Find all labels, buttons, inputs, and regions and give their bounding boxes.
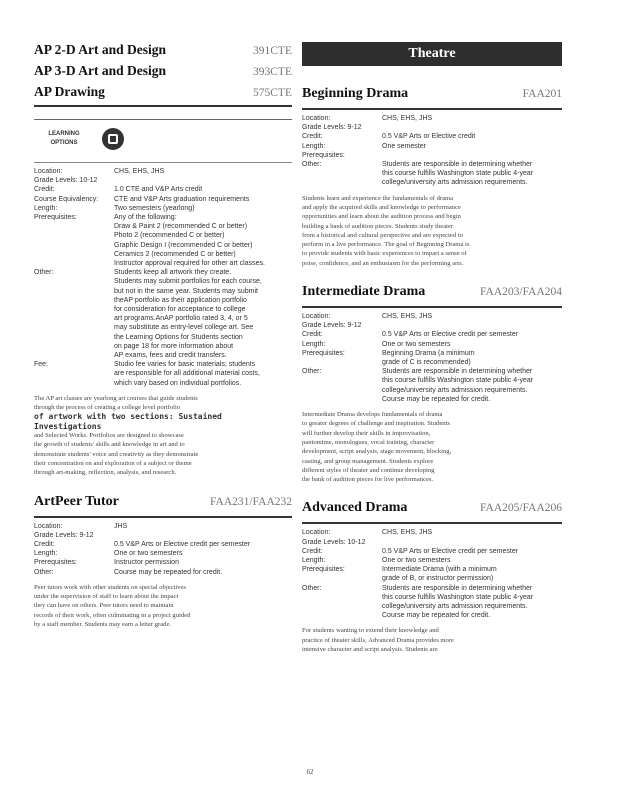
- detail-label: Prerequisites:: [302, 151, 345, 159]
- detail-row: [34, 333, 292, 342]
- detail-row: [302, 593, 562, 602]
- detail-row: [34, 522, 292, 531]
- course-title: AP Drawing: [34, 84, 105, 99]
- course-title: ArtPeer Tutor: [34, 493, 119, 509]
- desc-line: their concentration on and exploration of a subject or theme: [34, 459, 192, 467]
- detail-value: grade of C is recommended): [382, 359, 471, 367]
- detail-label: Location:: [34, 522, 63, 530]
- detail-label: [34, 305, 114, 314]
- detail-value: [114, 531, 292, 540]
- desc-line: records of their work, often culminating in a project guided: [34, 611, 191, 619]
- detail-value: Beginning Drama (a minimum: [382, 349, 475, 357]
- detail-row: [302, 547, 562, 556]
- detail-label: Grade Levels: 10-12: [34, 177, 98, 185]
- detail-row: [34, 167, 292, 176]
- detail-label: Other:: [302, 584, 322, 592]
- desc-line: will further develop their skills in improvisation,: [302, 429, 431, 437]
- ap-details-list: [34, 167, 292, 388]
- detail-value: the Learning Options for Students section: [114, 333, 243, 341]
- detail-row: [302, 340, 562, 349]
- detail-value: One or two semesters: [382, 340, 451, 348]
- detail-row: [302, 151, 562, 160]
- detail-label: Course Equivalency:: [34, 195, 99, 203]
- detail-row: [302, 367, 562, 376]
- detail-value: [382, 123, 562, 132]
- detail-row: [34, 549, 292, 558]
- detail-row: [302, 358, 562, 367]
- detail-label: [34, 231, 114, 240]
- intermediate-description: [302, 410, 562, 484]
- detail-row: [302, 142, 562, 151]
- detail-label: [34, 351, 114, 360]
- detail-row: [34, 259, 292, 268]
- detail-row: [34, 558, 292, 567]
- detail-row: [34, 369, 292, 378]
- detail-value: art programs.AnAP portfolio rated 3, 4, or 5: [114, 315, 248, 323]
- learning-options-label: [44, 130, 84, 148]
- course-title: AP 2-D Art and Design: [34, 42, 167, 57]
- course-code: FAA203/FAA204: [480, 286, 562, 298]
- detail-row: [34, 314, 292, 323]
- divider: [34, 162, 292, 163]
- detail-value: Course may be repeated for credit.: [382, 612, 491, 620]
- detail-row: [34, 379, 292, 388]
- detail-label: [302, 386, 382, 395]
- detail-row: [34, 305, 292, 314]
- desc-line: practice of theater skills, Advanced Drama provides more: [302, 636, 454, 644]
- detail-label: Length:: [302, 142, 326, 150]
- detail-row: [34, 540, 292, 549]
- desc-line: of artwork with two sections: Sustained Investigations: [34, 412, 222, 431]
- detail-row: [34, 204, 292, 213]
- detail-label: [34, 250, 114, 259]
- detail-row: [34, 222, 292, 231]
- detail-label: Prerequisites:: [34, 559, 77, 567]
- detail-row: [34, 268, 292, 277]
- detail-label: Length:: [34, 550, 58, 558]
- beginning-description: [302, 194, 562, 268]
- desc-line: casting, and group management. Students explore: [302, 457, 434, 465]
- detail-value: One semester: [382, 142, 426, 150]
- detail-value: Any of the following:: [114, 214, 177, 222]
- detail-value: which vary based on individual portfolios.: [114, 379, 242, 387]
- detail-label: [34, 369, 114, 378]
- course-title: Beginning Drama: [302, 86, 409, 101]
- detail-label: Length:: [302, 557, 326, 565]
- detail-label: Location:: [302, 313, 331, 320]
- desc-line: For students wanting to extend their knowledge and: [302, 627, 439, 635]
- detail-value: may substitute as entry-level college art. See: [114, 324, 254, 332]
- detail-value: [382, 151, 562, 160]
- detail-label: [34, 259, 114, 268]
- detail-label: Credit:: [302, 133, 323, 141]
- detail-row: [34, 277, 292, 286]
- advanced-details-list: [302, 528, 562, 620]
- desc-line: pantomime, monologues, vocal training, character: [302, 438, 435, 446]
- detail-value: college/university arts admission requirements.: [382, 179, 528, 187]
- desc-line: poise, confidence, and an enthusiasm for the performing arts.: [302, 259, 464, 267]
- detail-label: [302, 169, 382, 178]
- detail-label: [34, 323, 114, 332]
- detail-label: [302, 358, 382, 367]
- detail-label: Grade Levels: 9-12: [302, 124, 362, 132]
- artpeer-description: [34, 583, 292, 629]
- detail-value: Students are responsible in determining whether: [382, 368, 533, 376]
- detail-row: [34, 185, 292, 194]
- detail-row: [34, 231, 292, 240]
- detail-row: [34, 568, 292, 577]
- detail-label: [302, 376, 382, 385]
- detail-value: Instructor permission: [114, 559, 179, 567]
- detail-row: [34, 176, 292, 185]
- detail-label: Length:: [34, 204, 58, 212]
- detail-value: are responsible for all additional material costs,: [114, 370, 260, 378]
- detail-row: [302, 538, 562, 547]
- detail-label: [34, 222, 114, 231]
- detail-row: [302, 584, 562, 593]
- course-code: 393CTE: [253, 66, 292, 78]
- detail-value: Draw & Paint 2 (recommended C or better): [114, 223, 248, 231]
- detail-label: Other:: [302, 368, 322, 376]
- detail-value: 0.5 V&P Arts or Elective credit per semester: [114, 540, 251, 548]
- detail-label: [302, 611, 382, 620]
- desc-line: Intermediate Drama develops fundamentals of drama: [302, 411, 443, 419]
- detail-row: [302, 132, 562, 141]
- theatre-header: Theatre: [302, 42, 562, 66]
- detail-label: Fee:: [34, 361, 49, 369]
- detail-label: Location:: [302, 529, 331, 537]
- detail-label: Length:: [302, 340, 326, 348]
- desc-line: intensive character and script analysis. Students are: [302, 646, 438, 654]
- detail-label: Prerequisites:: [302, 566, 345, 574]
- desc-line: demonstrate students' voice and creativity as they demonstrate: [34, 450, 199, 458]
- detail-label: [302, 178, 382, 187]
- ap-drawing-title-row: [34, 84, 292, 107]
- detail-row: [34, 360, 292, 369]
- detail-row: [302, 114, 562, 123]
- detail-value: One or two semesters: [114, 550, 183, 558]
- detail-label: Credit:: [302, 547, 323, 555]
- ap-logo-icon: [102, 128, 124, 150]
- ap-2d-title-row: [34, 42, 292, 63]
- detail-row: [34, 195, 292, 204]
- detail-row: [34, 531, 292, 540]
- detail-label: Other:: [302, 161, 322, 169]
- detail-value: but not in the same year. Students may submit: [114, 287, 258, 295]
- detail-value: Two semesters (yearlong): [114, 204, 195, 212]
- detail-row: [34, 323, 292, 332]
- detail-value: [382, 321, 562, 330]
- detail-row: [302, 386, 562, 395]
- detail-label: Grade Levels: 9-12: [302, 322, 362, 330]
- desc-line: the bank of audition pieces for live performances.: [302, 476, 434, 484]
- detail-value: [114, 176, 292, 185]
- artpeer-details-list: [34, 522, 292, 577]
- detail-label: [34, 277, 114, 286]
- detail-value: college/university arts admission requirements.: [382, 603, 528, 611]
- detail-value: Course may be repeated for credit.: [114, 568, 223, 576]
- detail-label: [34, 342, 114, 351]
- detail-value: Students are responsible in determining whether: [382, 161, 533, 169]
- detail-label: Prerequisites:: [34, 214, 77, 222]
- beginning-drama-title-row: [302, 86, 562, 110]
- course-code: 575CTE: [253, 87, 292, 99]
- course-title: Advanced Drama: [302, 500, 408, 516]
- detail-value: Instructor approval required for other art classes.: [114, 260, 265, 268]
- detail-value: [382, 538, 562, 547]
- detail-row: [302, 376, 562, 385]
- learning-label-line: OPTIONS: [50, 140, 78, 146]
- detail-label: [34, 314, 114, 323]
- detail-value: AP exams, fees and credit transfers.: [114, 352, 227, 360]
- detail-label: [34, 241, 114, 250]
- desc-line: The AP art classes are yearlong art courses that guide students: [34, 394, 198, 402]
- detail-value: Studio fee varies for basic materials; students: [114, 361, 256, 369]
- detail-label: Location:: [34, 168, 63, 175]
- detail-value: CHS, EHS, JHS: [382, 313, 433, 320]
- detail-row: [302, 528, 562, 537]
- detail-row: [302, 312, 562, 321]
- detail-value: JHS: [114, 522, 128, 530]
- detail-row: [302, 349, 562, 358]
- detail-value: CHS, EHS, JHS: [114, 168, 165, 175]
- detail-value: on page 18 for more information about: [114, 342, 234, 350]
- intermediate-drama-title-row: [302, 284, 562, 308]
- detail-row: [302, 565, 562, 574]
- right-column: [302, 42, 562, 654]
- desc-line: different styles of theater and continue developing: [302, 466, 435, 474]
- course-code: 391CTE: [253, 45, 292, 57]
- detail-row: [34, 351, 292, 360]
- detail-value: this course fulfills Washington state public 4-year: [382, 377, 534, 385]
- course-code: FAA205/FAA206: [480, 502, 562, 515]
- advanced-description: [302, 626, 562, 654]
- desc-line: to greater degrees of challenge and inspiration. Students: [302, 420, 450, 428]
- detail-value: 0.5 V&P Arts or Elective credit per semester: [382, 331, 519, 339]
- desc-line: Students learn and experience the fundamentals of drama: [302, 194, 454, 202]
- detail-label: Location:: [302, 115, 331, 122]
- detail-label: [302, 574, 382, 583]
- detail-value: CHS, EHS, JHS: [382, 115, 433, 122]
- desc-line: through art-making, reflection, analysis, and research.: [34, 469, 177, 477]
- detail-label: Credit:: [34, 186, 55, 194]
- detail-value: grade of B, or instructor permission): [382, 575, 494, 583]
- detail-value: 0.5 V&P Arts or Elective credit per semester: [382, 547, 519, 555]
- course-title: AP 3-D Art and Design: [34, 63, 167, 78]
- course-code: FAA231/FAA232: [210, 495, 292, 508]
- detail-value: this course fulfills Washington state public 4-year: [382, 170, 534, 178]
- beginning-details-list: [302, 114, 562, 188]
- intermediate-details-list: [302, 312, 562, 404]
- detail-row: [302, 321, 562, 330]
- left-column: [34, 42, 292, 629]
- detail-row: [302, 123, 562, 132]
- desc-line: development, script analysis, stage movement, blocking,: [302, 448, 452, 456]
- desc-line: the growth of students' skills and knowledge in art and to: [34, 441, 185, 449]
- detail-row: [34, 296, 292, 305]
- detail-label: Grade Levels: 9-12: [34, 531, 94, 539]
- detail-row: [302, 556, 562, 565]
- detail-value: Intermediate Drama (with a minimum: [382, 566, 497, 574]
- desc-line: by a staff member. Students may earn a letter grade.: [34, 620, 172, 628]
- detail-label: [34, 379, 114, 388]
- detail-row: [302, 574, 562, 583]
- detail-value: Course may be repeated for credit.: [382, 395, 491, 403]
- detail-value: college/university arts admission requirements.: [382, 386, 528, 394]
- detail-value: Ceramics 2 (recommended C or better): [114, 250, 236, 258]
- detail-row: [34, 287, 292, 296]
- desc-line: and apply the acquired skills and knowledge to performance: [302, 203, 461, 211]
- detail-value: 0.5 V&P Arts or Elective credit: [382, 133, 476, 141]
- detail-row: [34, 241, 292, 250]
- detail-label: Grade Levels: 10-12: [302, 538, 366, 546]
- detail-value: Students may submit portfolios for each course,: [114, 278, 262, 286]
- desc-line: under the supervision of staff to learn about the impact: [34, 593, 179, 601]
- ap-description: [34, 394, 292, 478]
- detail-row: [34, 250, 292, 259]
- detail-row: [34, 213, 292, 222]
- desc-line: and Selected Works. Portfolios are designed to showcase: [34, 432, 184, 440]
- page-number: 62: [306, 768, 314, 776]
- detail-label: [302, 593, 382, 602]
- desc-line: Peer tutors work with other students on special objectives: [34, 583, 186, 591]
- learning-label-line: LEARNING: [48, 131, 80, 137]
- detail-label: [302, 395, 382, 404]
- detail-value: CTE and V&P Arts graduation requirements: [114, 195, 250, 203]
- detail-row: [302, 160, 562, 169]
- desc-line: from a historical and cultural perspective and are expected to: [302, 231, 463, 239]
- detail-label: Credit:: [34, 540, 55, 548]
- artpeer-title-row: [34, 494, 292, 518]
- course-code: FAA201: [522, 88, 562, 100]
- desc-line: they can have on others. Peer tutors need to maintain: [34, 602, 174, 610]
- detail-label: Other:: [34, 269, 54, 277]
- detail-value: theAP portfolio as their application portfolio: [114, 296, 247, 304]
- detail-value: for consideration for acceptance to college: [114, 306, 246, 314]
- detail-value: CHS, EHS, JHS: [382, 529, 433, 537]
- desc-line: perform in a live performance. The goal of Beginning Drama is: [302, 241, 470, 249]
- detail-value: Graphic Design I (recommended C or better): [114, 241, 253, 249]
- detail-value: One or two semesters: [382, 557, 451, 565]
- detail-row: [302, 395, 562, 404]
- detail-label: [34, 333, 114, 342]
- advanced-drama-title-row: [302, 500, 562, 524]
- ap-3d-title-row: [34, 63, 292, 84]
- detail-label: Credit:: [302, 331, 323, 339]
- desc-line: through the process of creating a college level portfolio: [34, 404, 181, 412]
- course-title: Intermediate Drama: [302, 284, 426, 299]
- detail-label: [34, 296, 114, 305]
- detail-value: 1.0 CTE and V&P Arts credit: [114, 186, 203, 194]
- detail-label: [302, 602, 382, 611]
- detail-label: Prerequisites:: [302, 349, 345, 357]
- detail-row: [302, 602, 562, 611]
- desc-line: opportunities and learn about the audition process and begin: [302, 213, 461, 221]
- detail-row: [302, 169, 562, 178]
- detail-label: Other:: [34, 568, 54, 576]
- detail-value: Students keep all artwork they create.: [114, 269, 232, 277]
- detail-value: this course fulfills Washington state public 4-year: [382, 593, 534, 601]
- detail-value: Students are responsible in determining whether: [382, 584, 533, 592]
- desc-line: to provide students with basic experiences to impart a sense of: [302, 250, 467, 258]
- detail-row: [34, 342, 292, 351]
- detail-label: [34, 287, 114, 296]
- desc-line: building a bank of audition pieces. Students study theater: [302, 222, 454, 230]
- detail-value: Photo 2 (recommended C or better): [114, 232, 225, 240]
- detail-row: [302, 611, 562, 620]
- detail-row: [302, 330, 562, 339]
- detail-row: [302, 178, 562, 187]
- learning-options: [34, 119, 292, 158]
